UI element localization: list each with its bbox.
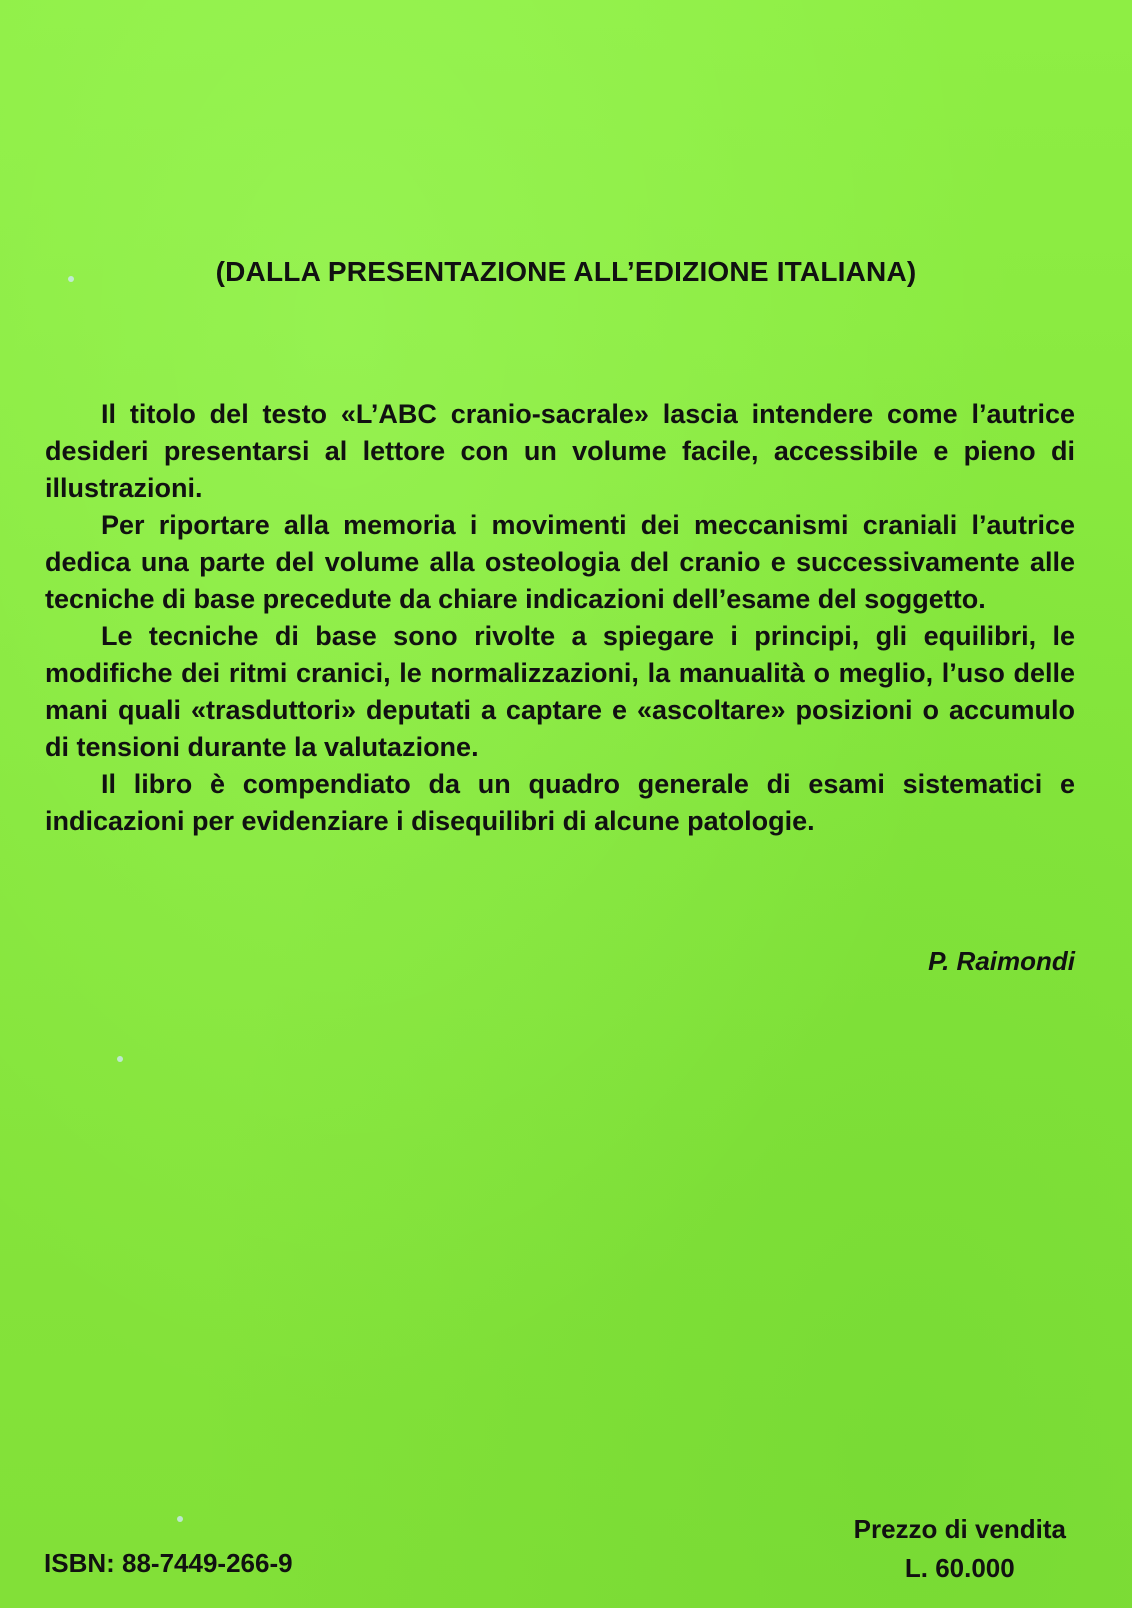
- price-block: [854, 1510, 1066, 1588]
- paragraph: Il titolo del testo «L’ABC cranio-sacrale» lascia intendere come l’autrice desideri presentarsi al lettore con un volume facile, accessibile e pieno di illustrazioni.: [45, 399, 1075, 503]
- paragraph: Per riportare alla memoria i movimenti dei meccanismi craniali l’autrice dedica una parte del volume alla osteologia del cranio e successivamente alle tecniche di base precedute da chiare indicazioni dell’esame del soggetto.: [45, 510, 1075, 614]
- paragraph: Le tecniche di base sono rivolte a spiegare i principi, gli equilibri, le modifiche dei ritmi cranici, le normalizzazioni, la manualità o meglio, l’uso delle mani quali «trasduttori» deputati a captare e «ascoltare» posizioni o accumulo di tensioni durante la valutazione.: [45, 621, 1075, 762]
- price-value: L. 60.000: [904, 1553, 1015, 1583]
- author-signature: P. Raimondi: [928, 946, 1075, 976]
- paragraph: Il libro è compendiato da un quadro generale di esami sistematici e indicazioni per evidenziare i disequilibri di alcune patologie.: [45, 769, 1075, 836]
- presentation-text: [45, 396, 1075, 840]
- price-label: Prezzo di vendita: [853, 1514, 1066, 1544]
- dust-speck: [177, 1516, 183, 1522]
- isbn-number: ISBN: 88-7449-266-9: [44, 1548, 293, 1578]
- presentation-heading: (DALLA PRESENTAZIONE ALL’EDIZIONE ITALIANA): [215, 256, 917, 287]
- dust-speck: [117, 1056, 123, 1062]
